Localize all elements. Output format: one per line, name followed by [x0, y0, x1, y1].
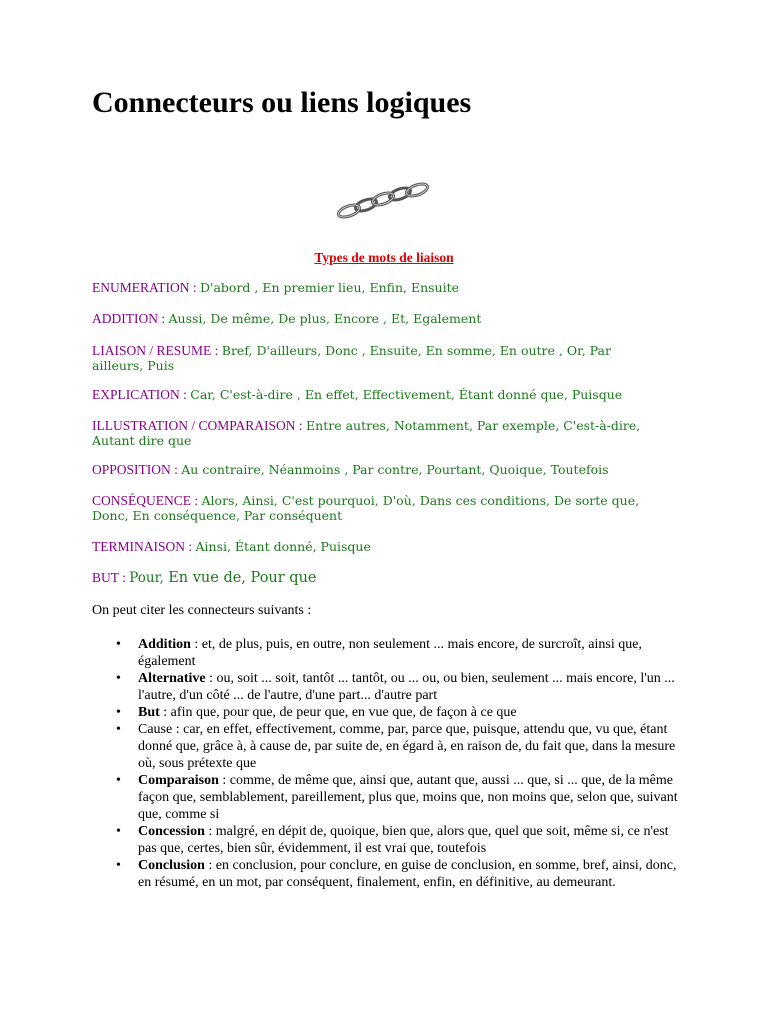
bullet-icon: •: [116, 671, 121, 686]
type-terminaison: TERMINAISON : Ainsi, Étant donné, Puisque: [92, 539, 371, 554]
type-illustration-comparaison: ILLUSTRATION / COMPARAISON : Entre autres, Notamment, Par exemple, C'est-à-dire, Autant dire que: [92, 418, 641, 448]
type-opposition: OPPOSITION : Au contraire, Néanmoins , Par contre, Pourtant, Quoique, Toutefois: [92, 462, 609, 477]
type-enumeration: ENUMERATION : D'abord , En premier lieu, Enfin, Ensuite: [92, 280, 460, 295]
list-item: • But : afin que, pour que, de peur que, en vue que, de façon à ce que: [116, 705, 517, 720]
list-item: • Concession : malgré, en dépit de, quoique, bien que, alors que, quel que soit, même si, ce n'est pas que, certes, bien sûr, évidemment, il est vrai que, toutefois: [116, 824, 669, 856]
connector-list: [92, 636, 682, 891]
type-consequence: CONSÉQUENCE : Alors, Ainsi, C'est pourquoi, D'où, Dans ces conditions, De sorte que, Donc, En conséquence, Par conséquent: [92, 493, 640, 523]
type-explication: EXPLICATION : Car, C'est-à-dire , En effet, Effectivement, Étant donné que, Puisque: [92, 387, 623, 402]
bullet-icon: •: [116, 722, 121, 737]
bullet-icon: •: [116, 773, 121, 788]
type-addition: ADDITION : Aussi, De même, De plus, Encore , Et, Egalement: [92, 311, 482, 326]
list-item: • Cause : car, en effet, effectivement, comme, par, parce que, puisque, attendu que, vu que, étant donné que, grâce à, à cause de, par suite de, en égard à, en raison de, du fait que, dans la mesure où, sous prétexte que: [116, 722, 676, 771]
list-item: • Conclusion : en conclusion, pour conclure, en guise de conclusion, en somme, bref, ainsi, donc, en résumé, en un mot, par conséquent, finalement, enfin, en définitive, au demeurant.: [116, 858, 677, 890]
bullet-icon: •: [116, 637, 121, 652]
bullet-icon: •: [116, 824, 121, 839]
chain-icon: [335, 180, 445, 220]
list-item: • Alternative : ou, soit ... soit, tantôt ... tantôt, ou ... ou, ou bien, seulement ... mais encore, l'un ... l'autre, d'un côté ... de l'autre, d'une part... d'autre part: [116, 671, 675, 703]
list-item: • Addition : et, de plus, puis, en outre, non seulement ... mais encore, de surcroît, ainsi que, également: [116, 637, 642, 669]
bullet-icon: •: [116, 705, 121, 720]
bullet-icon: •: [116, 858, 121, 873]
list-item: • Comparaison : comme, de même que, ainsi que, autant que, aussi ... que, si ... que, de la même façon que, semblablement, pareillement, plus que, moins que, non moins que, selon que, suivant que, comme si: [116, 773, 678, 822]
type-but: BUT : Pour, En vue de, Pour que: [92, 570, 317, 586]
section-subtitle: Types de mots de liaison: [314, 250, 454, 265]
page-title: Connecteurs ou liens logiques: [92, 86, 472, 119]
type-liaison-resume: LIAISON / RESUME : Bref, D'ailleurs, Donc , Ensuite, En somme, En outre , Or, Par ailleurs, Puis: [92, 343, 611, 373]
intro-text: On peut citer les connecteurs suivants :: [92, 603, 312, 618]
